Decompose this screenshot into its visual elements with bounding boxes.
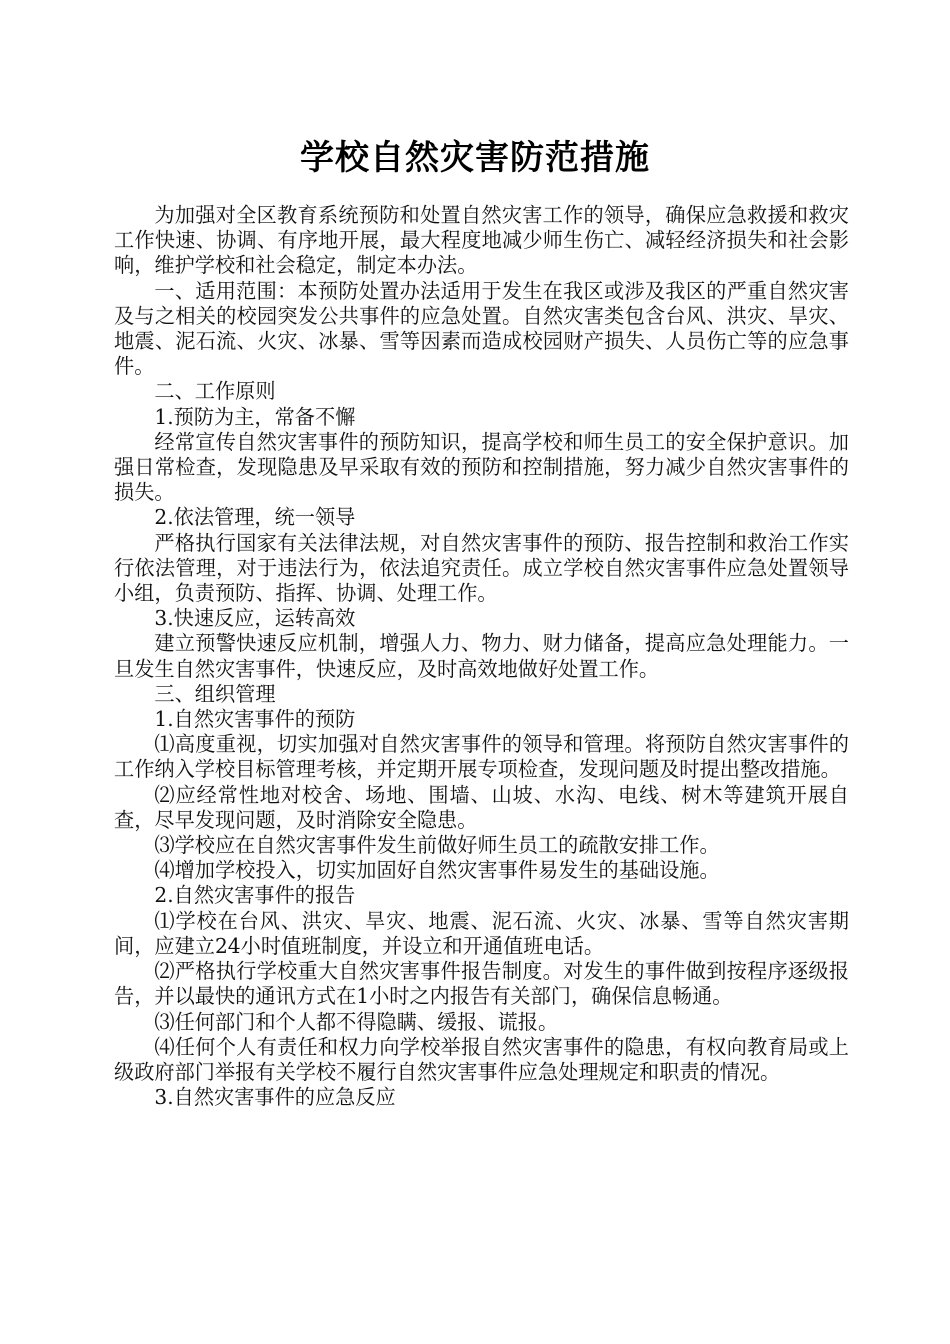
section-heading-principles: 二、工作原则 [154,379,276,404]
section-heading-organization: 三、组织管理 [154,681,276,706]
document-body [114,203,849,1110]
document-title: 学校自然灾害防范措施 [300,138,650,178]
list-item-prevention-4: ⑷增加学校投入，切实加固好自然灾害事件易发生的基础设施。 [154,858,720,883]
list-item-reporting-4: ⑷任何个人有责任和权力向学校举报自然灾害事件的隐患，有权向教育局或上级政府部门举报有关学校不履行自然灾害事件应急处理规定和职责的情况。 [114,1034,849,1084]
subheading-prevention-first: 1.预防为主，常备不懈 [154,404,356,429]
paragraph-prevention-first: 经常宣传自然灾害事件的预防知识，提高学校和师生员工的安全保护意识。加强日常检查，发现隐患及早采取有效的预防和控制措施，努力减少自然灾害事件的损失。 [114,429,849,505]
paragraph-intro: 为加强对全区教育系统预防和处置自然灾害工作的领导，确保应急救援和救灾工作快速、协调、有序地开展，最大程度地减少师生伤亡、减轻经济损失和社会影响，维护学校和社会稳定，制定本办法。 [114,203,849,278]
list-item-reporting-1: ⑴学校在台风、洪灾、旱灾、地震、泥石流、火灾、冰暴、雪等自然灾害期间，应建立24小时值班制度，并设立和开通值班电话。 [114,908,849,958]
paragraph-rapid-response: 建立预警快速反应机制，增强人力、物力、财力储备，提高应急处理能力。一旦发生自然灾害事件，快速反应，及时高效地做好处置工作。 [114,631,849,681]
paragraph-lawful-management: 严格执行国家有关法律法规，对自然灾害事件的预防、报告控制和救治工作实行依法管理，对于违法行为，依法追究责任。成立学校自然灾害事件应急处置领导小组，负责预防、指挥、协调、处理工作。 [114,530,849,606]
list-item-prevention-1: ⑴高度重视，切实加强对自然灾害事件的领导和管理。将预防自然灾害事件的工作纳入学校目标管理考核，并定期开展专项检查，发现问题及时提出整改措施。 [114,732,849,782]
list-item-prevention-2: ⑵应经常性地对校舍、场地、围墙、山坡、水沟、电线、树木等建筑开展自查，尽早发现问题，及时消除安全隐患。 [114,782,849,832]
subheading-event-prevention: 1.自然灾害事件的预防 [154,707,356,732]
list-item-reporting-2: ⑵严格执行学校重大自然灾害事件报告制度。对发生的事件做到按程序逐级报告，并以最快的通讯方式在1小时之内报告有关部门，确保信息畅通。 [114,959,849,1009]
paragraph-scope: 一、适用范围：本预防处置办法适用于发生在我区或涉及我区的严重自然灾害及与之相关的校园突发公共事件的应急处置。自然灾害类包含台风、洪灾、旱灾、地震、泥石流、火灾、冰暴、雪等因素而造成校园财产损失、人员伤亡等的应急事件。 [114,278,849,379]
subheading-event-reporting: 2.自然灾害事件的报告 [154,883,356,908]
subheading-lawful-management: 2.依法管理，统一领导 [154,505,356,530]
list-item-prevention-3: ⑶学校应在自然灾害事件发生前做好师生员工的疏散安排工作。 [154,833,720,858]
list-item-reporting-3: ⑶任何部门和个人都不得隐瞒、缓报、谎报。 [154,1009,559,1034]
subheading-rapid-response: 3.快速反应，运转高效 [154,606,356,631]
subheading-emergency-response: 3.自然灾害事件的应急反应 [154,1085,396,1110]
